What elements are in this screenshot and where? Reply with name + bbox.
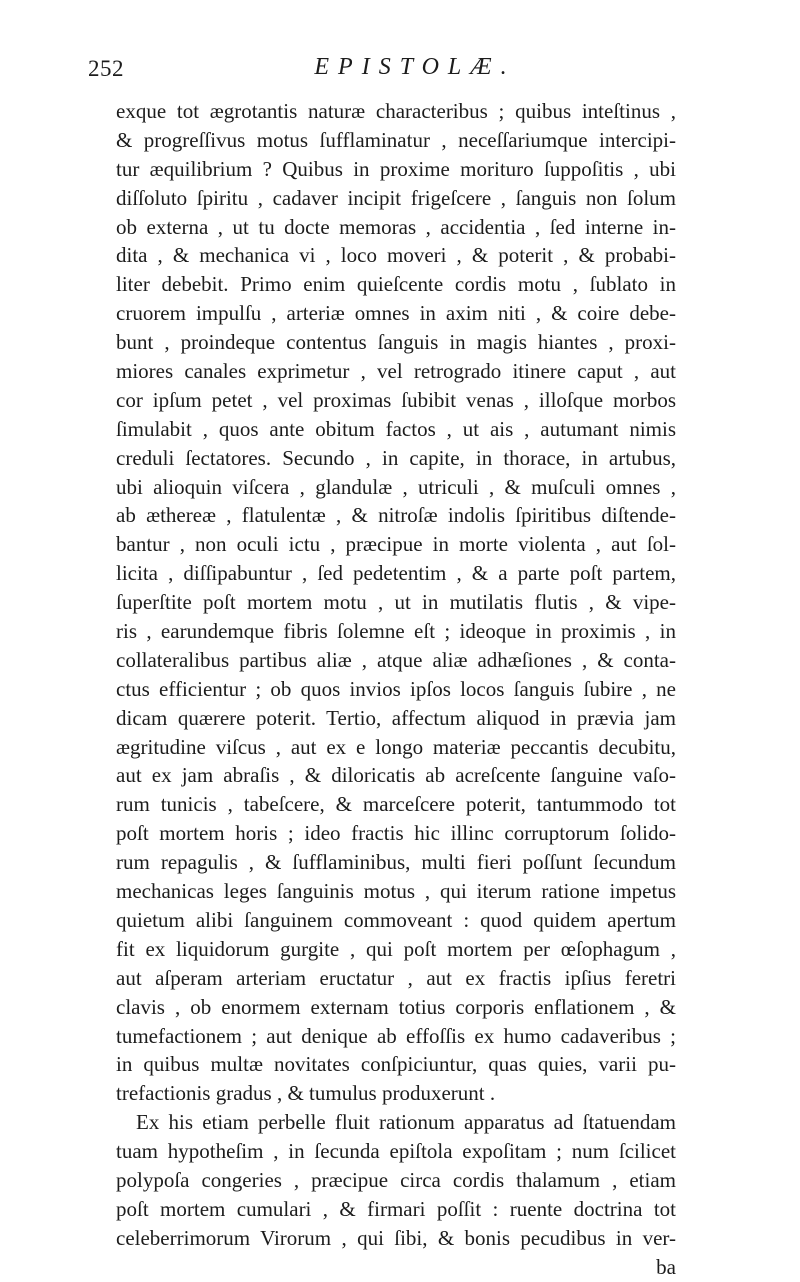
text-line: cruorem impulſu , arteriæ omnes in axim niti , & coire debe- <box>116 301 676 326</box>
text-line: rum tunicis , tabeſcere, & marceſcere poterit, tantummodo tot <box>116 792 676 817</box>
text-line: poſt mortem horis ; ideo fractis hic illinc corruptorum ſolido- <box>116 821 676 846</box>
text-line: & progreſſivus motus ſufflaminatur , neceſſariumque intercipi- <box>116 127 676 152</box>
text-line: ris , earundemque fibris ſolemne eſt ; ideoque in proximis , in <box>116 619 676 644</box>
catchword: ba <box>656 1254 676 1279</box>
page-header <box>0 56 800 92</box>
body-text <box>116 97 676 1282</box>
text-line: clavis , ob enormem externam totius corporis enflationem , & <box>116 994 676 1019</box>
text-line: polypoſa congeries , præcipue circa cordis thalamum , etiam <box>116 1167 676 1192</box>
text-line: diſſoluto ſpiritu , cadaver incipit frigeſcere , ſanguis non ſolum <box>116 185 676 210</box>
text-line: tumefactionem ; aut denique ab effoſſis ex humo cadaveribus ; <box>116 1023 676 1048</box>
text-line: collateralibus partibus aliæ , atque aliæ adhæſiones , & conta- <box>116 647 676 672</box>
text-line: dicam quærere poterit. Tertio, affectum aliquod in prævia jam <box>116 705 676 730</box>
text-line: ægritudine viſcus , aut ex e longo materiæ peccantis decubitu, <box>116 734 676 759</box>
text-line: ctus efficientur ; ob quos invios ipſos locos ſanguis ſubire , ne <box>116 676 676 701</box>
page-number: 252 <box>88 56 124 81</box>
text-line: aut aſperam arteriam eructatur , aut ex fractis ipſius feretri <box>116 965 676 990</box>
text-line: rum repagulis , & ſufflaminibus, multi fieri poſſunt ſecundum <box>116 850 676 875</box>
text-line: quietum alibi ſanguinem commoveant : quod quidem apertum <box>116 907 676 932</box>
text-line: fit ex liquidorum gurgite , qui poſt mortem per œſophagum , <box>116 936 676 961</box>
text-line: cor ipſum petet , vel proximas ſubibit venas , illoſque morbos <box>116 387 676 412</box>
text-line: miores canales exprimetur , vel retrogrado itinere caput , aut <box>116 359 676 384</box>
text-line: ubi alioquin viſcera , glandulæ , utriculi , & muſculi omnes , <box>116 474 676 499</box>
running-head: EPISTOLÆ. <box>314 54 516 80</box>
text-line: trefactionis gradus , & tumulus produxerunt . <box>116 1081 496 1106</box>
text-line: ob externa , ut tu docte memoras , accidentia , ſed interne in- <box>116 214 676 239</box>
text-line: celeberrimorum Virorum , qui ſibi, & bonis pecudibus in ver- <box>116 1225 676 1250</box>
text-line: creduli ſectatores. Secundo , in capite, in thorace, in artubus, <box>116 445 676 470</box>
text-line: poſt mortem cumulari , & firmari poſſit : ruente doctrina tot <box>116 1196 676 1221</box>
text-line: aut ex jam abraſis , & diloricatis ab acreſcente ſanguine vaſo- <box>116 763 676 788</box>
text-line: liter debebit. Primo enim quieſcente cordis motu , ſublato in <box>116 272 676 297</box>
text-line: licita , diſſipabuntur , ſed pedetentim , & a parte poſt partem, <box>116 561 676 586</box>
text-line: ſimulabit , quos ante obitum factos , ut ais , autumant nimis <box>116 416 676 441</box>
text-line: bantur , non oculi ictu , præcipue in morte violenta , aut ſol- <box>116 532 676 557</box>
text-line: tuam hypotheſim , in ſecunda epiſtola expoſitam ; num ſcilicet <box>116 1139 676 1164</box>
text-line: in quibus multæ novitates conſpiciuntur, quas quies, varii pu- <box>116 1052 676 1077</box>
text-line: dita , & mechanica vi , loco moveri , & poterit , & probabi- <box>116 243 676 268</box>
text-line: ab æthereæ , flatulentæ , & nitroſæ indolis ſpiritibus diſtende- <box>116 503 676 528</box>
text-line: ſuperſtite poſt mortem motu , ut in mutilatis flutis , & vipe- <box>116 590 676 615</box>
text-line: Ex his etiam perbelle fluit rationum apparatus ad ſtatuendam <box>136 1110 676 1135</box>
text-line: tur æquilibrium ? Quibus in proxime morituro ſuppoſitis , ubi <box>116 156 676 181</box>
text-line: bunt , proindeque contentus ſanguis in magis hiantes , proxi- <box>116 330 676 355</box>
text-line: exque tot ægrotantis naturæ characteribus ; quibus inteſtinus , <box>116 99 676 123</box>
text-line: mechanicas leges ſanguinis motus , qui iterum ratione impetus <box>116 879 676 904</box>
